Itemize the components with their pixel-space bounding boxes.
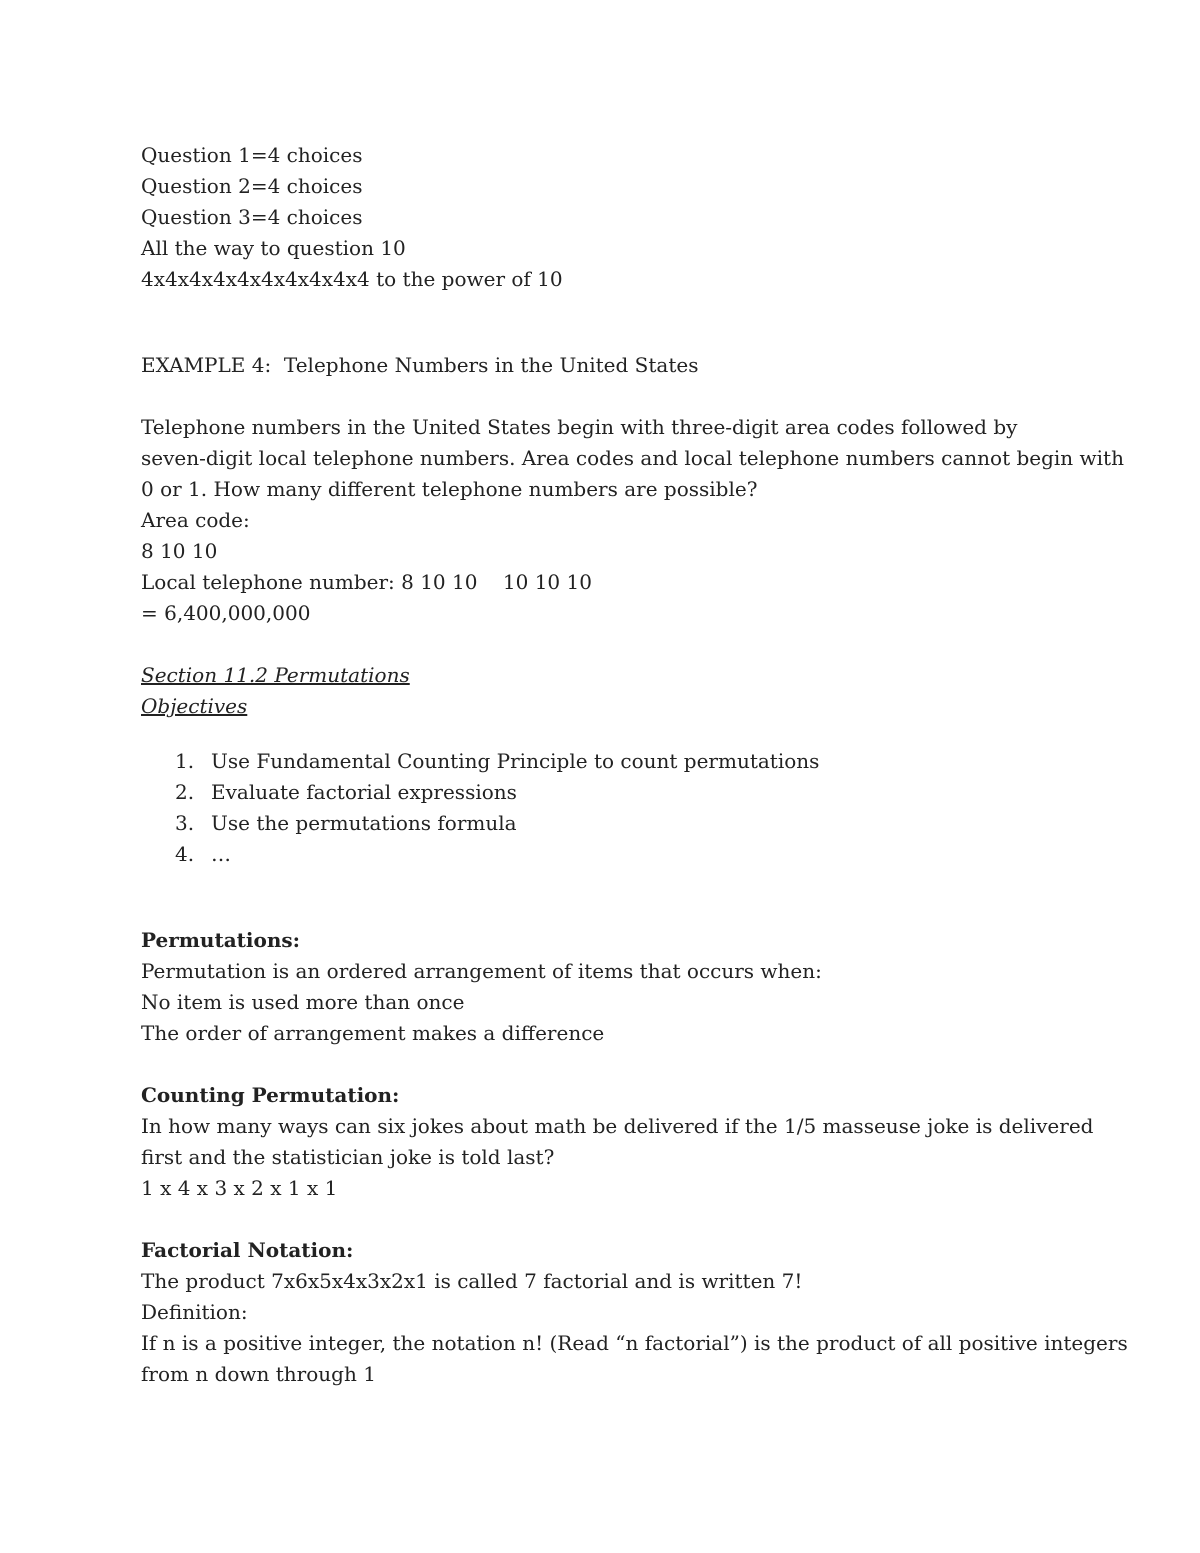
counting-permutation-line: 1 x 4 x 3 x 2 x 1 x 1 xyxy=(141,1176,338,1200)
spacer xyxy=(141,1204,1071,1235)
factorial-notation-heading: Factorial Notation: xyxy=(141,1238,354,1262)
list-item xyxy=(141,839,1071,870)
list-item-text: Use the permutations formula xyxy=(211,811,517,835)
example-4-heading: EXAMPLE 4: Telephone Numbers in the United States xyxy=(141,353,699,377)
spacer xyxy=(141,295,1071,326)
factorial-notation-line: from n down through 1 xyxy=(141,1362,376,1386)
example-4-line: seven-digit local telephone numbers. Area codes and local telephone numbers cannot begin with xyxy=(141,446,1124,470)
list-number: 2. xyxy=(175,780,195,804)
intro-block xyxy=(141,140,1071,295)
example-4-line: Local telephone number: 8 10 10 10 10 10 xyxy=(141,570,592,594)
permutations-line: Permutation is an ordered arrangement of items that occurs when: xyxy=(141,959,822,983)
permutations-heading: Permutations: xyxy=(141,928,301,952)
factorial-notation-line: The product 7x6x5x4x3x2x1 is called 7 factorial and is written 7! xyxy=(141,1269,803,1293)
spacer xyxy=(141,870,1071,901)
intro-line: All the way to question 10 xyxy=(141,236,406,260)
document-page xyxy=(141,140,1128,1390)
example-4-line: 8 10 10 xyxy=(141,539,218,563)
list-item xyxy=(141,808,1071,839)
spacer xyxy=(141,629,1071,660)
list-item xyxy=(141,746,1071,777)
spacer xyxy=(141,381,1071,412)
intro-line: 4x4x4x4x4x4x4x4x4x4 to the power of 10 xyxy=(141,267,563,291)
counting-permutation-block xyxy=(141,1080,1094,1204)
list-item-text: Evaluate factorial expressions xyxy=(211,780,517,804)
permutations-line: The order of arrangement makes a difference xyxy=(141,1021,605,1045)
list-number: 1. xyxy=(175,749,195,773)
list-item-text: Use Fundamental Counting Principle to count permutations xyxy=(211,749,820,773)
objectives-list xyxy=(141,746,1071,870)
spacer xyxy=(141,1049,1071,1080)
example-4-block xyxy=(141,350,1124,629)
example-4-line: Telephone numbers in the United States begin with three-digit area codes followed by xyxy=(141,415,1018,439)
list-number: 3. xyxy=(175,811,195,835)
objectives-label: Objectives xyxy=(141,694,248,718)
counting-permutation-line: first and the statistician joke is told last? xyxy=(141,1145,555,1169)
factorial-notation-line: Definition: xyxy=(141,1300,248,1324)
counting-permutation-heading: Counting Permutation: xyxy=(141,1083,400,1107)
list-item xyxy=(141,777,1071,808)
counting-permutation-line: In how many ways can six jokes about math be delivered if the 1/5 masseuse joke is delivered xyxy=(141,1114,1094,1138)
intro-line: Question 2=4 choices xyxy=(141,174,363,198)
permutations-line: No item is used more than once xyxy=(141,990,465,1014)
spacer xyxy=(141,326,1071,350)
factorial-notation-line: If n is a positive integer, the notation n! (Read “n factorial”) is the product of all positive integers xyxy=(141,1331,1128,1355)
section-block xyxy=(141,660,1071,870)
example-4-line: 0 or 1. How many different telephone numbers are possible? xyxy=(141,477,758,501)
factorial-notation-block xyxy=(141,1235,1128,1390)
list-number: 4. xyxy=(175,842,195,866)
section-title: Section 11.2 Permutations xyxy=(141,663,410,687)
example-4-line: = 6,400,000,000 xyxy=(141,601,311,625)
example-4-line: Area code: xyxy=(141,508,250,532)
list-item-text: … xyxy=(211,842,231,866)
spacer xyxy=(141,722,1071,746)
spacer xyxy=(141,901,1071,925)
permutations-block xyxy=(141,925,1071,1049)
intro-line: Question 1=4 choices xyxy=(141,143,363,167)
intro-line: Question 3=4 choices xyxy=(141,205,363,229)
